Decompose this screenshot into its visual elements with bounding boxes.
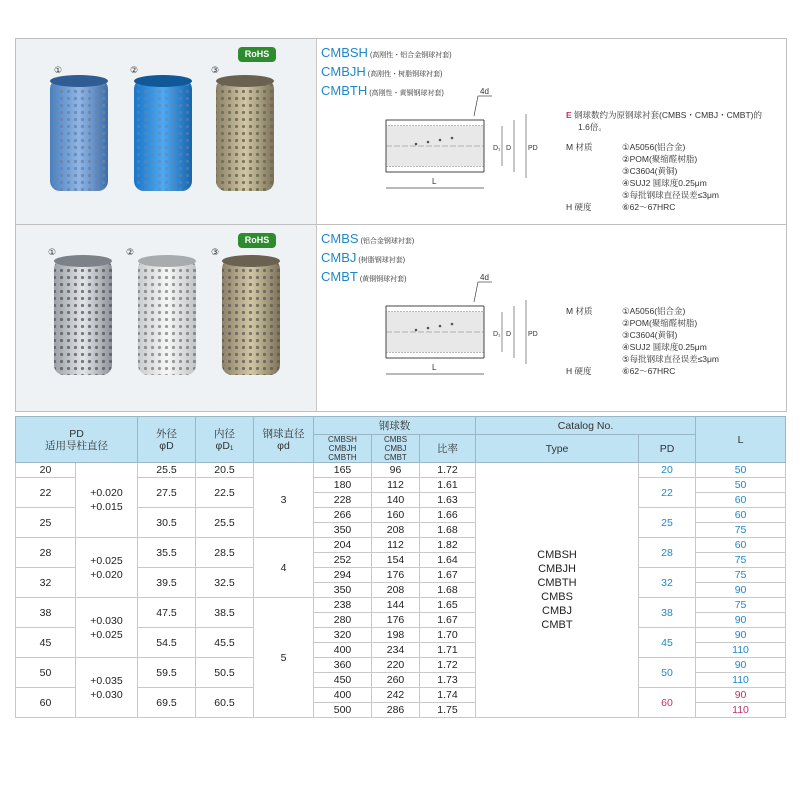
top-photo-area xyxy=(16,39,317,225)
count-std-cell: 112 xyxy=(372,538,420,553)
catalog-pd-cell: 22 xyxy=(639,478,696,508)
inner-cell: 25.5 xyxy=(196,508,254,538)
catalog-pd-cell: 50 xyxy=(639,658,696,688)
table-row xyxy=(16,463,786,478)
index-3: ③ xyxy=(211,65,220,75)
col-ball: 钢球直径 φd xyxy=(254,417,314,463)
count-h-cell: 165 xyxy=(314,463,372,478)
count-h-cell: 228 xyxy=(314,493,372,508)
code-cmbjh: CMBJH (高刚性・树脂钢球衬套) xyxy=(321,64,443,79)
ratio-cell: 1.71 xyxy=(420,643,476,658)
count-std-cell: 220 xyxy=(372,658,420,673)
count-h-cell: 360 xyxy=(314,658,372,673)
svg-text:4d: 4d xyxy=(480,273,489,282)
length-cell: 60 xyxy=(696,508,786,523)
table-row xyxy=(16,598,786,613)
ball-cell: 3 xyxy=(254,463,314,538)
index-2: ② xyxy=(130,65,139,75)
length-cell: 50 xyxy=(696,463,786,478)
ratio-cell: 1.66 xyxy=(420,508,476,523)
length-cell: 110 xyxy=(696,703,786,718)
top-spec-block: E 钢球数约为原钢球衬套(CMBS・CMBJ・CMBT)的 1.6倍。 M 材质 ①A5056(铝合金) ②POM(聚缩醛树脂) ③C3604(黄铜) ④SUJ2 圆球度0.25μm ⑤每批钢球直径误差≤3μm H 硬度 ⑥62～67HRC xyxy=(566,110,762,212)
count-h-cell: 266 xyxy=(314,508,372,523)
count-h-cell: 204 xyxy=(314,538,372,553)
catalog-pd-cell: 25 xyxy=(639,508,696,538)
inner-cell: 38.5 xyxy=(196,598,254,628)
bushing-photos-icon xyxy=(16,225,316,411)
length-cell: 90 xyxy=(696,658,786,673)
length-cell: 50 xyxy=(696,478,786,493)
length-cell: 90 xyxy=(696,613,786,628)
ratio-cell: 1.65 xyxy=(420,598,476,613)
pd-cell: 20 xyxy=(16,463,76,478)
ratio-cell: 1.70 xyxy=(420,628,476,643)
count-std-cell: 160 xyxy=(372,508,420,523)
count-std-cell: 154 xyxy=(372,553,420,568)
rohs-badge: RoHS xyxy=(238,233,276,248)
code-cmbs: CMBS (铝合金钢球衬套) xyxy=(321,231,415,246)
count-h-cell: 400 xyxy=(314,688,372,703)
count-std-cell: 234 xyxy=(372,643,420,658)
outer-cell: 27.5 xyxy=(138,478,196,508)
bushing-drawing-mid-icon xyxy=(366,270,566,390)
count-h-cell: 350 xyxy=(314,523,372,538)
inner-cell: 60.5 xyxy=(196,688,254,718)
catalog-pd-cell: 28 xyxy=(639,538,696,568)
length-cell: 60 xyxy=(696,493,786,508)
count-std-cell: 242 xyxy=(372,688,420,703)
count-std-cell: 112 xyxy=(372,478,420,493)
col-inner: 内径 φD₁ xyxy=(196,417,254,463)
col-catalog: Catalog No. xyxy=(476,417,696,435)
svg-text:L: L xyxy=(432,363,437,372)
col-type: Type xyxy=(476,435,639,463)
catalog-pd-cell: 60 xyxy=(639,688,696,718)
length-cell: 90 xyxy=(696,583,786,598)
inner-cell: 22.5 xyxy=(196,478,254,508)
inner-cell: 50.5 xyxy=(196,658,254,688)
ball-cell: 4 xyxy=(254,538,314,598)
pd-cell: 50 xyxy=(16,658,76,688)
pd-cell: 25 xyxy=(16,508,76,538)
length-cell: 110 xyxy=(696,673,786,688)
length-cell: 75 xyxy=(696,553,786,568)
outer-cell: 47.5 xyxy=(138,598,196,628)
pd-cell: 38 xyxy=(16,598,76,628)
count-h-cell: 500 xyxy=(314,703,372,718)
ratio-cell: 1.67 xyxy=(420,613,476,628)
tolerance-cell: +0.025 +0.020 xyxy=(76,538,138,598)
ratio-cell: 1.73 xyxy=(420,673,476,688)
tolerance-cell: +0.030 +0.025 xyxy=(76,598,138,658)
pd-cell: 32 xyxy=(16,568,76,598)
col-count-std: CMBS CMBJ CMBT xyxy=(372,435,420,463)
svg-text:L: L xyxy=(432,177,437,186)
ball-cell: 5 xyxy=(254,598,314,718)
count-h-cell: 180 xyxy=(314,478,372,493)
code-cmbt: CMBT (黄铜钢球衬套) xyxy=(321,269,407,284)
svg-text:D: D xyxy=(506,145,512,152)
index-3: ③ xyxy=(211,247,220,257)
bushing-photos-icon xyxy=(16,39,316,225)
length-cell: 90 xyxy=(696,628,786,643)
svg-text:PD: PD xyxy=(528,145,538,152)
length-cell: 90 xyxy=(696,688,786,703)
length-cell: 110 xyxy=(696,643,786,658)
count-std-cell: 208 xyxy=(372,523,420,538)
svg-text:D₁: D₁ xyxy=(493,145,501,152)
col-pd: PD 适用导柱直径 xyxy=(16,417,138,463)
rohs-badge: RoHS xyxy=(238,47,276,62)
ratio-cell: 1.64 xyxy=(420,553,476,568)
svg-text:PD: PD xyxy=(528,331,538,338)
count-h-cell: 400 xyxy=(314,643,372,658)
count-std-cell: 144 xyxy=(372,598,420,613)
col-cat-pd: PD xyxy=(639,435,696,463)
col-ratio: 比率 xyxy=(420,435,476,463)
count-std-cell: 176 xyxy=(372,613,420,628)
col-count: 钢球数 xyxy=(314,417,476,435)
ratio-cell: 1.68 xyxy=(420,523,476,538)
ratio-cell: 1.72 xyxy=(420,658,476,673)
ratio-cell: 1.82 xyxy=(420,538,476,553)
count-h-cell: 252 xyxy=(314,553,372,568)
inner-cell: 32.5 xyxy=(196,568,254,598)
outer-cell: 54.5 xyxy=(138,628,196,658)
length-cell: 75 xyxy=(696,598,786,613)
col-outer: 外径 φD xyxy=(138,417,196,463)
ratio-cell: 1.63 xyxy=(420,493,476,508)
pd-cell: 28 xyxy=(16,538,76,568)
count-h-cell: 450 xyxy=(314,673,372,688)
mid-product-panel xyxy=(15,224,787,412)
count-h-cell: 350 xyxy=(314,583,372,598)
outer-cell: 30.5 xyxy=(138,508,196,538)
col-count-h: CMBSH CMBJH CMBTH xyxy=(314,435,372,463)
tolerance-cell: +0.020 +0.015 xyxy=(76,463,138,538)
inner-cell: 28.5 xyxy=(196,538,254,568)
outer-cell: 39.5 xyxy=(138,568,196,598)
code-cmbsh: CMBSH (高刚性・铝合金钢球衬套) xyxy=(321,45,452,60)
catalog-pd-cell: 38 xyxy=(639,598,696,628)
table-row xyxy=(16,658,786,673)
col-L: L xyxy=(696,417,786,463)
outer-cell: 35.5 xyxy=(138,538,196,568)
tolerance-cell: +0.035 +0.030 xyxy=(76,658,138,718)
ratio-cell: 1.61 xyxy=(420,478,476,493)
outer-cell: 69.5 xyxy=(138,688,196,718)
length-cell: 75 xyxy=(696,568,786,583)
svg-text:D: D xyxy=(506,331,512,338)
outer-cell: 25.5 xyxy=(138,463,196,478)
index-2: ② xyxy=(126,247,135,257)
spec-table-body xyxy=(16,463,786,718)
count-std-cell: 208 xyxy=(372,583,420,598)
table-row xyxy=(16,538,786,553)
bushing-drawing-top-icon xyxy=(366,84,566,204)
mid-spec-block: M 材质 ①A5056(铝合金) ②POM(聚缩醛树脂) ③C3604(黄铜) ④SUJ2 圆球度0.25μm ⑤每批钢球直径误差≤3μm H 硬度 ⑥62～67HRC xyxy=(566,306,719,376)
index-1: ① xyxy=(48,247,57,257)
ratio-cell: 1.74 xyxy=(420,688,476,703)
inner-cell: 45.5 xyxy=(196,628,254,658)
count-h-cell: 280 xyxy=(314,613,372,628)
code-cmbj: CMBJ (树脂钢球衬套) xyxy=(321,250,406,265)
inner-cell: 20.5 xyxy=(196,463,254,478)
catalog-pd-cell: 20 xyxy=(639,463,696,478)
count-std-cell: 140 xyxy=(372,493,420,508)
pd-cell: 60 xyxy=(16,688,76,718)
pd-cell: 22 xyxy=(16,478,76,508)
catalog-pd-cell: 45 xyxy=(639,628,696,658)
length-cell: 60 xyxy=(696,538,786,553)
index-1: ① xyxy=(54,65,63,75)
length-cell: 75 xyxy=(696,523,786,538)
type-cell: CMBSH CMBJH CMBTH CMBS CMBJ CMBT xyxy=(476,463,639,718)
mid-photo-area xyxy=(16,225,317,411)
count-h-cell: 320 xyxy=(314,628,372,643)
svg-text:4d: 4d xyxy=(480,87,489,96)
top-product-panel xyxy=(15,38,787,226)
ratio-cell: 1.68 xyxy=(420,583,476,598)
count-h-cell: 294 xyxy=(314,568,372,583)
outer-cell: 59.5 xyxy=(138,658,196,688)
count-std-cell: 198 xyxy=(372,628,420,643)
code-cmbth: CMBTH (高刚性・黄铜钢球衬套) xyxy=(321,83,444,98)
pd-cell: 45 xyxy=(16,628,76,658)
count-std-cell: 286 xyxy=(372,703,420,718)
count-std-cell: 260 xyxy=(372,673,420,688)
ratio-cell: 1.72 xyxy=(420,463,476,478)
catalog-pd-cell: 32 xyxy=(639,568,696,598)
count-std-cell: 176 xyxy=(372,568,420,583)
ratio-cell: 1.67 xyxy=(420,568,476,583)
count-h-cell: 238 xyxy=(314,598,372,613)
spec-table xyxy=(15,416,786,718)
svg-text:D₁: D₁ xyxy=(493,331,501,338)
ratio-cell: 1.75 xyxy=(420,703,476,718)
count-std-cell: 96 xyxy=(372,463,420,478)
